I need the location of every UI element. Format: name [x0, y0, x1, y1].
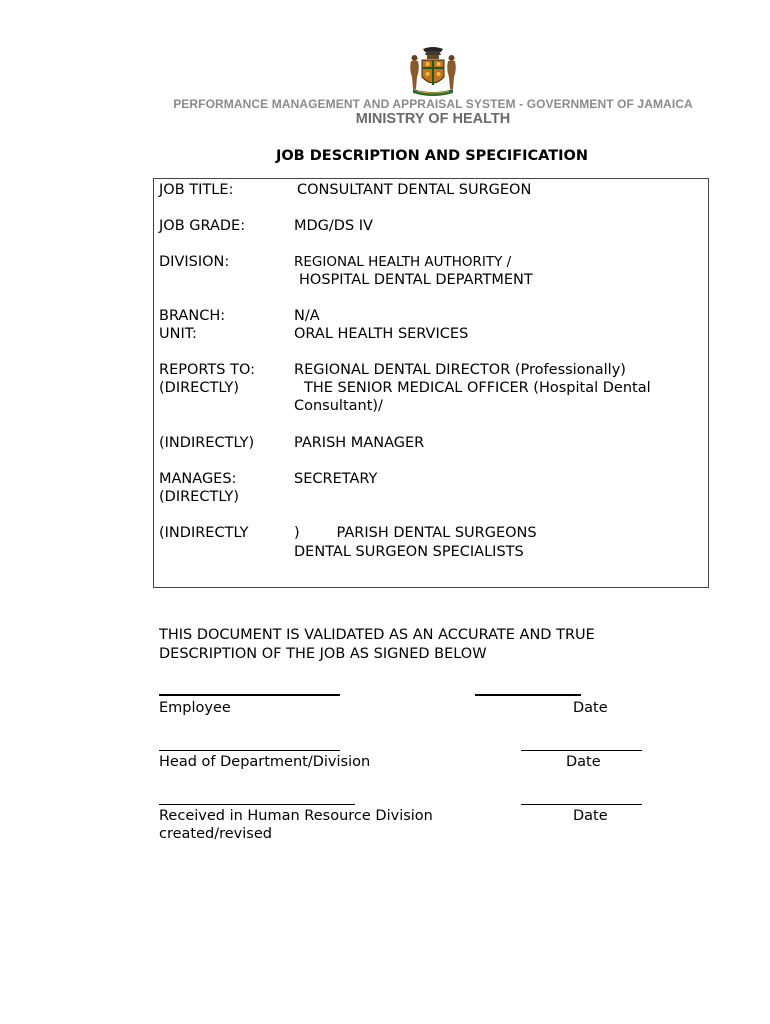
division-value-line1: REGIONAL HEALTH AUTHORITY / — [294, 254, 512, 270]
hr-received-label-line2: created/revised — [159, 826, 272, 842]
validation-text-line1: THIS DOCUMENT IS VALIDATED AS AN ACCURATE AND TRUE — [159, 627, 595, 643]
division-value-line2: HOSPITAL DENTAL DEPARTMENT — [299, 272, 533, 288]
employee-label: Employee — [159, 700, 231, 716]
manages-indirectly-value-line2: DENTAL SURGEON SPECIALISTS — [294, 544, 524, 560]
hr-signature-line — [159, 804, 355, 805]
reports-to-directly-label: (DIRECTLY) — [159, 380, 239, 396]
branch-value: N/A — [294, 308, 320, 324]
page-title: JOB DESCRIPTION AND SPECIFICATION — [275, 148, 589, 164]
head-of-department-label: Head of Department/Division — [159, 754, 371, 770]
coat-of-arms-logo — [405, 47, 461, 97]
employee-signature-line — [159, 694, 340, 696]
employee-date-label: Date — [573, 700, 608, 716]
hr-date-label: Date — [573, 808, 608, 824]
unit-label: UNIT: — [159, 326, 197, 342]
manages-indirectly-value-line1: ) PARISH DENTAL SURGEONS — [294, 525, 537, 541]
hr-received-label-line1: Received in Human Resource Division — [159, 808, 433, 824]
manages-label: MANAGES: — [159, 471, 237, 487]
reports-to-value-line3: Consultant)/ — [294, 398, 383, 414]
unit-value: ORAL HEALTH SERVICES — [294, 326, 469, 342]
branch-label: BRANCH: — [159, 308, 226, 324]
job-title-label: JOB TITLE: — [159, 182, 234, 198]
job-grade-label: JOB GRADE: — [159, 218, 246, 234]
head-date-label: Date — [566, 754, 601, 770]
reports-to-value-line2: THE SENIOR MEDICAL OFFICER (Hospital Dental — [304, 380, 651, 396]
manages-value: SECRETARY — [294, 471, 378, 487]
employee-date-line — [475, 694, 581, 696]
validation-text-line2: DESCRIPTION OF THE JOB AS SIGNED BELOW — [159, 646, 487, 662]
ministry-name: MINISTRY OF HEALTH — [355, 111, 511, 127]
job-grade-value: MDG/DS IV — [294, 218, 373, 234]
reports-to-value-line1: REGIONAL DENTAL DIRECTOR (Professionally) — [294, 362, 626, 378]
head-signature-line — [159, 750, 340, 751]
division-label: DIVISION: — [159, 254, 230, 270]
reports-indirectly-value: PARISH MANAGER — [294, 435, 425, 451]
manages-indirectly-label: (INDIRECTLY — [159, 525, 249, 541]
system-title: PERFORMANCE MANAGEMENT AND APPRAISAL SYSTEM - GOVERNMENT OF JAMAICA — [173, 97, 693, 111]
head-date-line — [521, 750, 642, 751]
reports-to-label: REPORTS TO: — [159, 362, 255, 378]
manages-directly-label: (DIRECTLY) — [159, 489, 239, 505]
reports-indirectly-label: (INDIRECTLY) — [159, 435, 255, 451]
hr-date-line — [521, 804, 642, 805]
job-title-value: CONSULTANT DENTAL SURGEON — [297, 182, 532, 198]
